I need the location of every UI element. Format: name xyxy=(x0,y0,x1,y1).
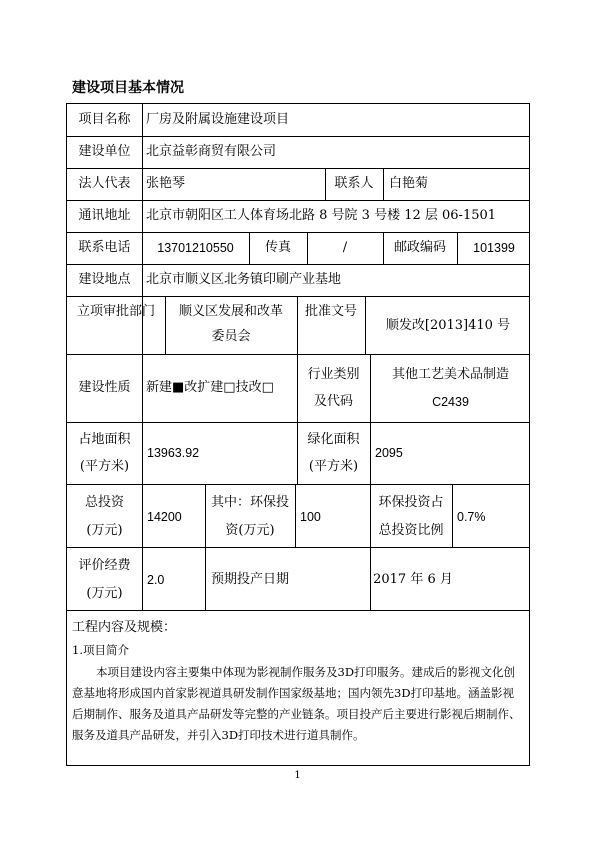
value-investment: 14200 xyxy=(147,510,182,524)
content-paragraph-line: 服务及道具产品研发，并引入3D打印技术进行道具制作。 xyxy=(72,728,365,742)
content-paragraph-line: 本项目建设内容主要集中体现为影视制作服务及3D打印服务。建成后的影视文化创 xyxy=(96,665,516,679)
label-phone: 联系电话 xyxy=(78,240,131,255)
value-approval-doc: 顺发改[2013]410 号 xyxy=(385,318,511,333)
label-nature: 建设性质 xyxy=(78,380,131,395)
value-project-name: 厂房及附属设施建设项目 xyxy=(146,112,290,127)
content-heading: 工程内容及规模： xyxy=(72,620,177,635)
value-industry-1: 其他工艺美术品制造 xyxy=(391,367,509,382)
label-area-1: 占地面积 xyxy=(78,432,131,447)
label-investment-1: 总投资 xyxy=(84,495,124,510)
value-green: 2095 xyxy=(375,446,403,460)
value-legal-rep: 张艳琴 xyxy=(146,176,186,191)
value-zip: 101399 xyxy=(473,241,515,255)
label-fax: 传真 xyxy=(264,240,291,255)
label-project-name: 项目名称 xyxy=(78,112,131,127)
label-eval-2: (万元) xyxy=(86,586,123,601)
label-address: 通讯地址 xyxy=(78,208,131,223)
label-env-ratio-1: 环保投资占 xyxy=(378,495,444,510)
basic-info-table xyxy=(66,103,530,766)
value-site: 北京市顺义区北务镇印刷产业基地 xyxy=(146,272,342,287)
value-date: 2017 年 6 月 xyxy=(373,572,453,587)
value-eval: 2.0 xyxy=(147,573,165,587)
label-env-ratio-2: 总投资比例 xyxy=(378,523,444,538)
value-fax: / xyxy=(342,240,348,255)
content-subheading: 1.项目简介 xyxy=(72,643,129,657)
value-area: 13963.92 xyxy=(147,446,200,460)
label-approval-doc: 批准文号 xyxy=(304,304,357,319)
label-env-investment-1: 其中：环保投 xyxy=(210,495,289,510)
label-eval-1: 评价经费 xyxy=(78,558,131,573)
value-phone: 13701210550 xyxy=(157,241,234,255)
label-unit: 建设单位 xyxy=(78,144,131,159)
label-green-2: (平方米) xyxy=(308,459,359,474)
label-approval-dept: 立项审批部门 xyxy=(76,304,155,319)
value-nature: 新建■改扩建□技改□ xyxy=(146,380,274,395)
value-env-ratio: 0.7% xyxy=(457,510,486,524)
value-approval-dept-2: 委员会 xyxy=(211,329,251,344)
label-site: 建设地点 xyxy=(78,272,131,287)
label-green-1: 绿化面积 xyxy=(307,432,360,447)
label-area-2: (平方米) xyxy=(79,459,130,474)
value-contact: 白艳菊 xyxy=(389,176,429,191)
value-industry-2: C2439 xyxy=(432,395,469,409)
label-contact: 联系人 xyxy=(334,176,374,191)
label-zip: 邮政编码 xyxy=(393,240,446,255)
label-date: 预期投产日期 xyxy=(210,572,289,587)
label-legal-rep: 法人代表 xyxy=(78,176,131,191)
value-env-investment: 100 xyxy=(300,510,321,524)
content-paragraph-line: 后期制作、服务及道具产品研发等完整的产业链条。项目投产后主要进行影视后期制作、 xyxy=(72,707,521,721)
value-address: 北京市朝阳区工人体育场北路 8 号院 3 号楼 12 层 06-1501 xyxy=(146,208,497,223)
page-number: 1 xyxy=(294,770,301,781)
label-investment-2: (万元) xyxy=(86,523,123,538)
label-industry-1: 行业类别 xyxy=(307,367,360,382)
section-title: 建设项目基本情况 xyxy=(72,80,184,96)
label-industry-2: 及代码 xyxy=(313,394,353,409)
label-env-investment-2: 资(万元) xyxy=(225,523,275,538)
value-unit: 北京益彰商贸有限公司 xyxy=(146,144,277,159)
content-paragraph-line: 意基地将形成国内首家影视道具研发制作国家级基地；国内领先3D打印基地。涵盖影视 xyxy=(72,686,515,700)
value-approval-dept-1: 顺义区发展和改革 xyxy=(178,304,283,319)
